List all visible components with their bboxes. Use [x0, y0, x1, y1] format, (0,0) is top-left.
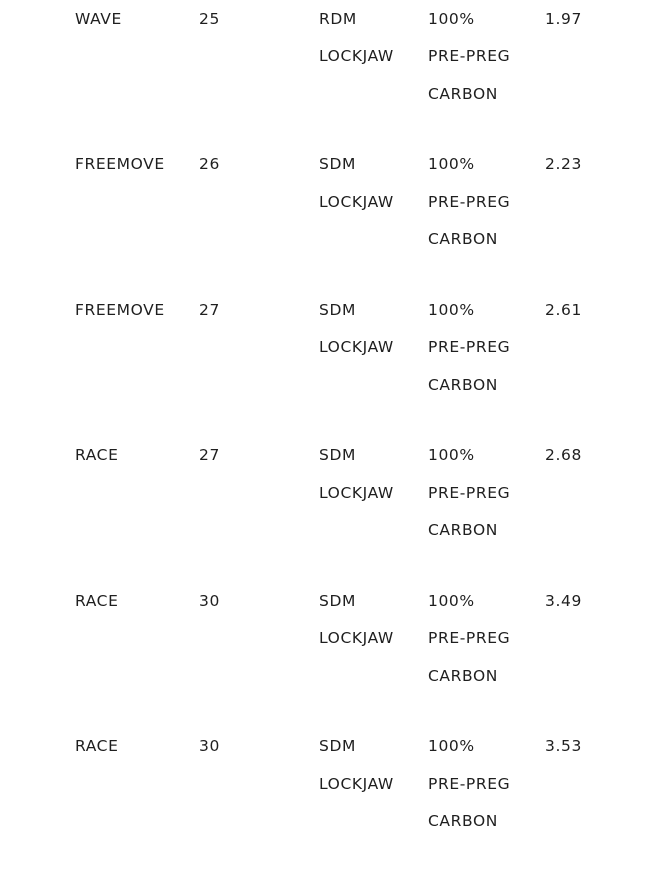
mast-type: SDM: [319, 155, 356, 173]
table-row: [0, 146, 650, 292]
mast-cell: [319, 1, 394, 76]
material-cell: [428, 583, 510, 696]
weight-cell: 3.53: [545, 737, 582, 755]
mast-type: SDM: [319, 446, 356, 464]
weight-cell: 1.97: [545, 9, 582, 28]
mast-cell: [319, 583, 394, 658]
material-percent: 100%: [428, 9, 475, 28]
weight-cell: 2.61: [545, 300, 582, 319]
model-cell: RACE: [75, 446, 119, 464]
mast-cell: [319, 146, 394, 221]
mast-fitting: LOCKJAW: [319, 483, 394, 502]
material-cell: [428, 437, 510, 550]
mast-type: RDM: [319, 9, 357, 28]
size-cell: 30: [199, 591, 220, 610]
material-process: PRE-PREG: [428, 629, 511, 647]
mast-fitting: LOCKJAW: [319, 629, 394, 647]
weight-cell: 2.68: [545, 446, 582, 464]
material-process: PRE-PREG: [428, 47, 511, 65]
material-percent: 100%: [428, 737, 475, 755]
mast-cell: [319, 728, 394, 803]
material-fiber: CARBON: [428, 521, 498, 539]
material-fiber: CARBON: [428, 375, 498, 394]
material-percent: 100%: [428, 300, 475, 319]
table-row: [0, 583, 650, 729]
mast-type: SDM: [319, 737, 356, 755]
material-percent: 100%: [428, 155, 475, 173]
material-cell: [428, 1, 510, 114]
mast-fitting: LOCKJAW: [319, 47, 394, 65]
size-cell: 26: [199, 155, 220, 173]
mast-fitting: LOCKJAW: [319, 192, 394, 211]
model-cell: RACE: [75, 591, 119, 610]
material-cell: [428, 146, 510, 259]
material-fiber: CARBON: [428, 812, 498, 830]
material-cell: [428, 728, 510, 841]
material-process: PRE-PREG: [428, 774, 511, 793]
material-fiber: CARBON: [428, 84, 498, 103]
mast-fitting: LOCKJAW: [319, 338, 394, 356]
mast-fitting: LOCKJAW: [319, 774, 394, 793]
material-process: PRE-PREG: [428, 192, 511, 211]
material-process: PRE-PREG: [428, 338, 511, 356]
model-cell: FREEMOVE: [75, 300, 165, 319]
table-row: [0, 292, 650, 438]
mast-type: SDM: [319, 591, 356, 610]
size-cell: 27: [199, 446, 220, 464]
mast-cell: [319, 292, 394, 367]
material-cell: [428, 292, 510, 405]
material-fiber: CARBON: [428, 230, 498, 248]
model-cell: FREEMOVE: [75, 155, 165, 173]
mast-cell: [319, 437, 394, 512]
size-cell: 27: [199, 300, 220, 319]
table-row: [0, 1, 650, 147]
size-cell: 25: [199, 9, 220, 28]
material-fiber: CARBON: [428, 666, 498, 685]
material-percent: 100%: [428, 446, 475, 464]
model-cell: WAVE: [75, 9, 122, 28]
material-process: PRE-PREG: [428, 483, 511, 502]
size-cell: 30: [199, 737, 220, 755]
table-row: [0, 437, 650, 583]
weight-cell: 2.23: [545, 155, 582, 173]
table-row: [0, 728, 650, 874]
mast-type: SDM: [319, 300, 356, 319]
model-cell: RACE: [75, 737, 119, 755]
weight-cell: 3.49: [545, 591, 582, 610]
material-percent: 100%: [428, 591, 475, 610]
